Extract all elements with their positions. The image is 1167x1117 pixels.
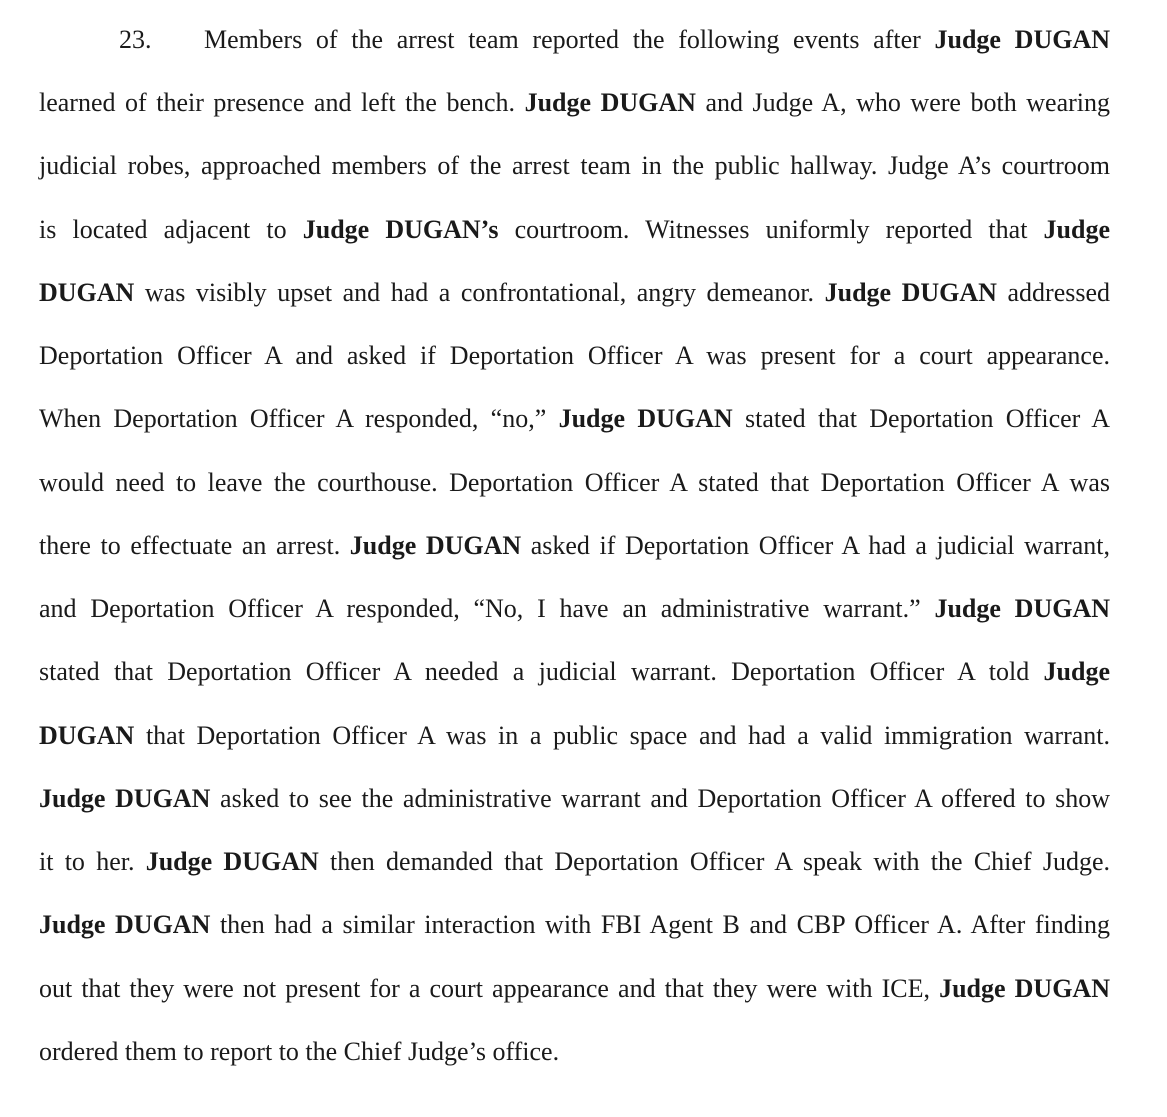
text-run: and Deportation Officer A responded, “No, I have an administrative warrant.” [39, 594, 935, 623]
text-run: and Judge A, who were both wearing [695, 88, 1110, 117]
text-run: When Deportation Officer A responded, “no,” [39, 404, 559, 433]
text-run: would need to leave the courthouse. Deportation Officer A stated that Deportation Officer A was [39, 468, 1110, 497]
text-run: stated that Deportation Officer A needed a judicial warrant. Deportation Officer A told [39, 657, 1044, 686]
bold-name-run: Judge DUGAN [939, 974, 1110, 1003]
text-line-4 [39, 212, 1110, 248]
bold-name-run: Judge DUGAN [39, 910, 211, 939]
text-line-8 [39, 465, 1110, 501]
text-run: stated that Deportation Officer A [732, 404, 1110, 433]
bold-name-run: Judge DUGAN [558, 404, 733, 433]
text-run: Deportation Officer A and asked if Deportation Officer A was present for a court appearance. [39, 341, 1110, 370]
bold-name-run: DUGAN [39, 278, 135, 307]
text-run: learned of their presence and left the bench. [39, 88, 525, 117]
text-run: asked if Deportation Officer A had a judicial warrant, [521, 531, 1110, 560]
text-line-3 [39, 148, 1110, 184]
bold-name-run: Judge DUGAN’s [302, 215, 499, 244]
text-line-10 [39, 591, 1110, 627]
text-run: asked to see the administrative warrant and Deportation Officer A offered to show [210, 784, 1110, 813]
bold-name-run: Judge DUGAN [824, 278, 997, 307]
bold-name-run: Judge DUGAN [39, 784, 211, 813]
bold-name-run: Judge [1043, 657, 1110, 686]
text-line-17 [39, 1034, 1110, 1070]
text-line-9 [39, 528, 1110, 564]
text-run: out that they were not present for a court appearance and that they were with ICE, [39, 974, 940, 1003]
text-line-13 [39, 781, 1110, 817]
bold-name-run: Judge DUGAN [349, 531, 522, 560]
bold-name-run: Judge [1043, 215, 1111, 244]
text-run: Members of the arrest team reported the following events after [204, 25, 935, 54]
bold-name-run: DUGAN [39, 721, 135, 750]
text-run: then demanded that Deportation Officer A speak with the Chief Judge. [318, 847, 1111, 876]
bold-name-run: Judge DUGAN [524, 88, 696, 117]
text-line-14 [39, 844, 1110, 880]
text-run: then had a similar interaction with FBI Agent B and CBP Officer A. After finding [210, 910, 1111, 939]
text-run: is located adjacent to [39, 215, 303, 244]
text-run: addressed [996, 278, 1111, 307]
text-line-15 [39, 907, 1110, 943]
text-line-11 [39, 654, 1110, 690]
text-run: judicial robes, approached members of the arrest team in the public hallway. Judge A’s courtroom [39, 151, 1110, 180]
bold-name-run: Judge DUGAN [145, 847, 319, 876]
text-run: courtroom. Witnesses uniformly reported that [498, 215, 1044, 244]
bold-name-run: Judge DUGAN [934, 25, 1110, 54]
text-line-7 [39, 401, 1110, 437]
text-run: was visibly upset and had a confrontational, angry demeanor. [134, 278, 825, 307]
text-run: it to her. [39, 847, 146, 876]
text-line-1 [204, 22, 1110, 58]
text-run: there to effectuate an arrest. [39, 531, 350, 560]
text-line-6 [39, 338, 1110, 374]
text-line-5 [39, 275, 1110, 311]
text-run: ordered them to report to the Chief Judge’s office. [39, 1037, 560, 1066]
text-run: that Deportation Officer A was in a public space and had a valid immigration warrant. [134, 721, 1110, 750]
text-line-2 [39, 85, 1110, 121]
bold-name-run: Judge DUGAN [934, 594, 1111, 623]
text-line-16 [39, 971, 1110, 1007]
text-line-12 [39, 718, 1110, 754]
paragraph-number: 23. [119, 25, 152, 54]
